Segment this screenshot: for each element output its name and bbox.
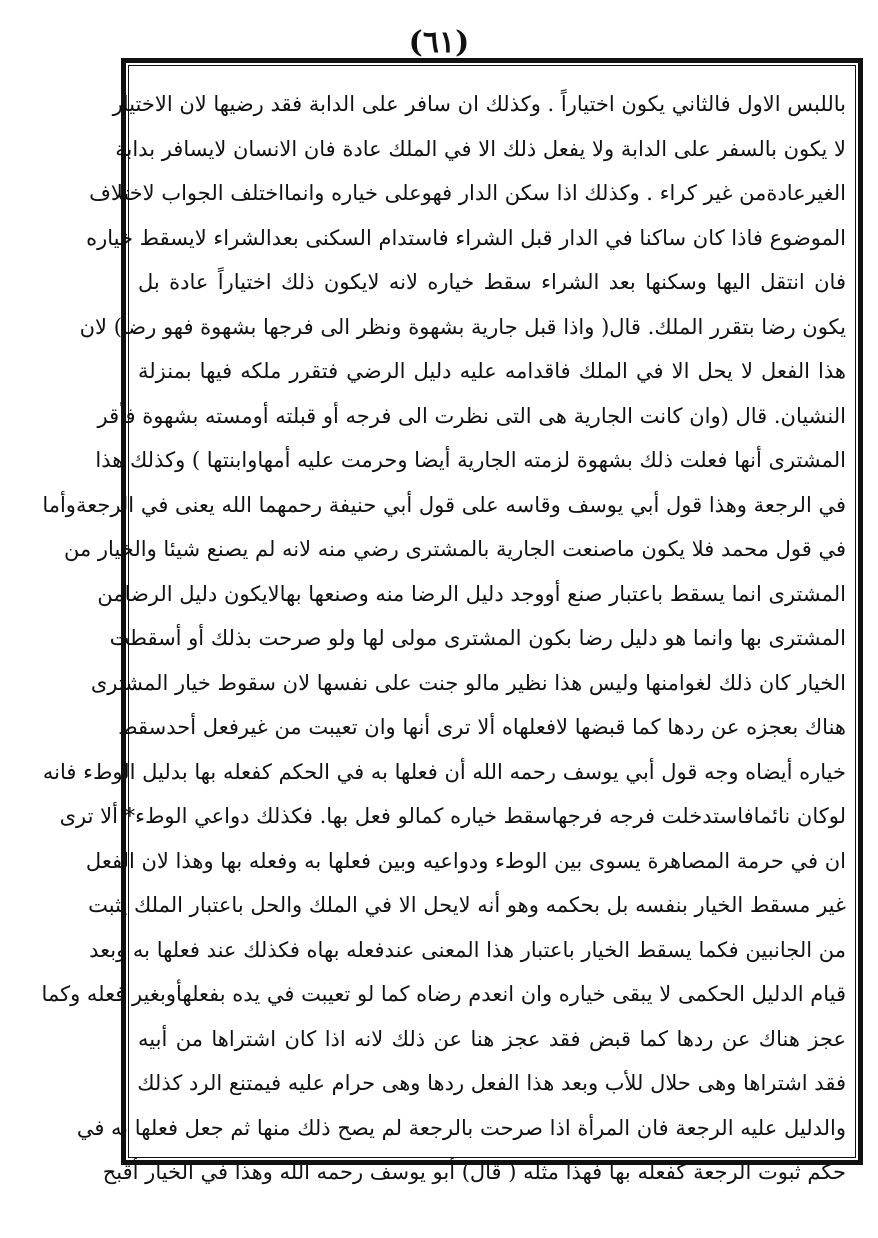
text-line: ان في حرمة المصاهرة يسوى بين الوطء ودواعيه وبين فعلها به وفعله بها وهذا لان الفعل [85, 848, 846, 873]
page-number: (٦١) [408, 25, 470, 60]
text-line: من الجانبين فكما يسقط الخيار باعتبار هذا المعنى عندفعله بهاه فكذلك عند فعلها به وبعد [89, 937, 846, 962]
text-line: الغيرعادةمن غير كراء . وكذلك اذا سكن الدار فهوعلى خياره وانمااختلف الجواب لاختلاف [89, 181, 846, 205]
text-line: خياره أيضاه وجه قول أبي يوسف رحمه الله أن فعلها به في الحكم كفعله بها بدليل الوطء فانه [42, 759, 846, 784]
text-line: في الرجعة وهذا قول أبي يوسف وقاسه على قول أبي حنيفة رحمهما الله يعنى في الرجعةوأما [42, 492, 846, 517]
text-line: فان انتقل اليها وسكنها بعد الشراء سقط خياره لانه لايكون ذلك اختياراً عادة بل [138, 270, 846, 294]
text-line: في قول محمد فلا يكون ماصنعت الجارية بالمشترى رضي منه لانه لم يصنع شيئا والخيار من [64, 537, 846, 561]
text-line: المشترى انما يسقط باعتبار صنع أووجد دليل الرضا منه وصنعها بهالايكون دليل الرضامن [97, 581, 846, 606]
text-line: المشترى أنها فعلت ذلك بشهوة لزمته الجارية أيضا وحرمت عليه أمهاوابنتها ) وكذلك هذا [95, 448, 846, 472]
text-line: حكم ثبوت الرجعة كفعله بها فهذا مثله ( قال) أبو يوسف رحمه الله وهذا في الخيار أقبح [102, 1160, 846, 1184]
text-line: يكون رضا بتقرر الملك. قال( واذا قبل جارية بشهوة ونظر الى فرجها بشهوة فهو رضا) لان [79, 314, 846, 339]
text-line: فقد اشتراها وهى حلال للأب وبعد هذا الفعل ردها وهى حرام عليه فيمتنع الرد كذلك [137, 1071, 846, 1095]
text-line: قيام الدليل الحكمى لا يبقى خياره وان انعدم رضاه كما لو تعيبت في يده بفعلهأوبغير فعله وكما [41, 982, 846, 1006]
text-line: لا يكون بالسفر على الدابة ولا يفعل ذلك الا في الملك عادة فان الانسان لايسافر بدابة [115, 136, 846, 161]
text-line: الموضوع فاذا كان ساكنا في الدار قبل الشراء فاستدام السكنى بعدالشراء لايسقط خياره [86, 225, 846, 250]
text-line: المشترى بها وانما هو دليل رضا بكون المشترى مولى لها ولو صرحت بذلك أو أسقطت [109, 626, 846, 650]
text-line: باللبس الاول فالثاني يكون اختياراً . وكذلك ان سافر على الدابة فقد رضيها لان الاختيار [112, 92, 846, 116]
text-line: عجز هناك عن ردها كما قبض فقد عجز هنا عن ذلك لانه اذا كان اشتراها من أبيه [138, 1026, 846, 1051]
text-line: والدليل عليه الرجعة فان المرأة اذا صرحت بالرجعة لم يصح ذلك منها ثم جعل فعلها به في [76, 1115, 846, 1140]
text-line: هناك بعجزه عن ردها كما قبضها لافعلهاه ألا ترى أنها وان تعيبت من غيرفعل أحدسقط [118, 715, 846, 739]
text-line: النشيان. قال (وان كانت الجارية هى التى نظرت الى فرجه أو قبلته أومسته بشهوة فأقر [97, 403, 846, 428]
text-line: لوكان نائمافاستدخلت فرجه فرجهاسقط خياره كمالو فعل بها. فكذلك دواعي الوطء* ألا ترى [59, 804, 846, 828]
text-line: هذا الفعل لا يحل الا في الملك فاقدامه عليه دليل الرضي فتقرر ملكه فيها بمنزلة [138, 359, 846, 383]
body-text [41, 82, 846, 1184]
text-line: الخيار كان ذلك لغوامنها وليس هذا نظير مالو جنت على نفسها لان سقوط خيار المشترى [90, 670, 846, 695]
text-line: غير مسقط الخيار بنفسه بل بحكمه وهو أنه لايحل الا في الملك والحل باعتبار الملك يثبت [88, 893, 846, 917]
